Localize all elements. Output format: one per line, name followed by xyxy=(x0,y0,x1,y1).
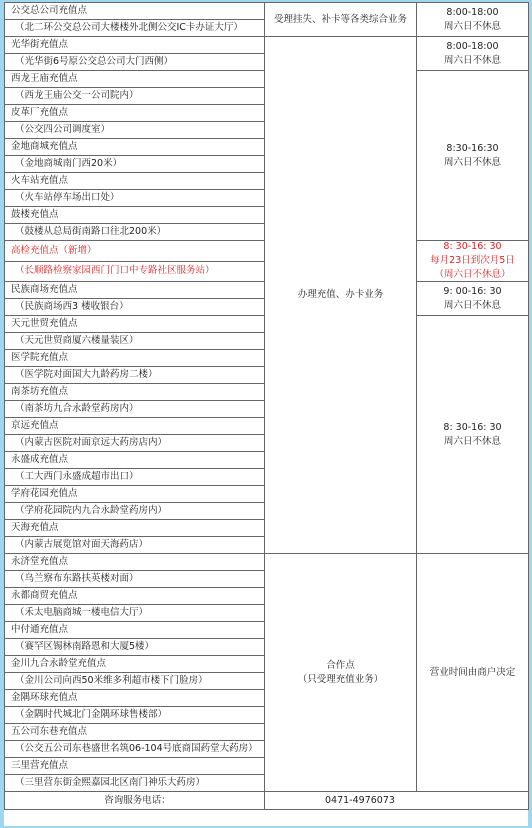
point-address: （天元世贸商厦六楼量装区） xyxy=(5,333,265,350)
point-address: （工大西门永盛成超市出口） xyxy=(5,469,265,486)
point-name: 天海充值点 xyxy=(5,520,265,537)
recharge-points-table xyxy=(4,2,529,810)
hours-cell-line: 8:00-18:00 xyxy=(446,40,499,52)
point-name: 永盛成充值点 xyxy=(5,452,265,469)
hours-cell-line: 每月23日到次月5日 xyxy=(430,255,515,266)
point-address: （赛罕区锡林南路恩和大厦5楼） xyxy=(5,639,265,656)
point-name: 天元世贸充值点 xyxy=(5,316,265,333)
hours-cell xyxy=(417,71,529,241)
point-address: （光华街6号原公交总公司大门西侧） xyxy=(5,54,265,71)
point-address: （北二环公交总公司大楼楼外北侧公交IC卡办证大厅） xyxy=(5,20,265,37)
point-address: （民族商场西3 楼收银台） xyxy=(5,299,265,316)
point-name: 光华街充值点 xyxy=(5,37,265,54)
point-address: （西龙王庙公交一公司院内） xyxy=(5,88,265,105)
hours-cell-line: 周六日不休息 xyxy=(443,156,501,168)
hours-cell-line: （周六日不休息） xyxy=(434,269,511,280)
point-name: 永都商贸充值点 xyxy=(5,588,265,605)
point-name: 金川九合永龄堂充值点 xyxy=(5,656,265,673)
point-name: 医学院充值点 xyxy=(5,350,265,367)
hours-cell-line: 8: 30-16: 30 xyxy=(443,241,502,252)
point-name: 学府花园充值点 xyxy=(5,486,265,503)
service-cell xyxy=(265,3,417,37)
service-cell xyxy=(265,37,417,554)
point-address: （长顺路检察家园西门门口中专路社区服务站） xyxy=(5,261,265,282)
point-name: 火车站充值点 xyxy=(5,173,265,190)
point-name: 西龙王庙充值点 xyxy=(5,71,265,88)
hours-cell-line: 周六日不休息 xyxy=(443,54,501,66)
footer-row xyxy=(5,792,529,810)
hours-cell-line: 营业时间由商户决定 xyxy=(429,666,516,678)
table-row xyxy=(5,37,529,54)
point-name: 南茶坊充值点 xyxy=(5,384,265,401)
table-row xyxy=(5,3,529,20)
hours-cell xyxy=(417,554,529,792)
table-row xyxy=(5,554,529,571)
hours-cell xyxy=(417,37,529,71)
point-address: （内蒙古医院对面京远大药房店内） xyxy=(5,435,265,452)
point-name: 三里营充值点 xyxy=(5,758,265,775)
footer-label: 咨询服务电话： xyxy=(5,792,265,810)
point-name: 公交总公司充值点 xyxy=(5,3,265,20)
point-address: （金地商城南门西20米） xyxy=(5,156,265,173)
hours-cell-line: 8: 30-16: 30 xyxy=(443,421,502,433)
footer-phone: 0471-4976073 xyxy=(265,792,529,810)
point-name: 民族商场充值点 xyxy=(5,282,265,299)
hours-cell-line: 周六日不休息 xyxy=(443,299,501,311)
point-address: （医学院对面国大九龄药房二楼） xyxy=(5,367,265,384)
point-name: 永济堂充值点 xyxy=(5,554,265,571)
point-address: （三里营东街金熙嘉园北区南门神乐大药房） xyxy=(5,775,265,792)
hours-cell xyxy=(417,241,529,282)
point-name: 金地商城充值点 xyxy=(5,139,265,156)
point-address: （火车站停车场出口处） xyxy=(5,190,265,207)
point-name: 中付通充值点 xyxy=(5,622,265,639)
point-address: （公交五公司东巷盛世名筑06-104号底商国药堂大药房） xyxy=(5,741,265,758)
point-address: （南茶坊九合永龄堂药房内） xyxy=(5,401,265,418)
hours-cell-line: 周六日不休息 xyxy=(443,20,501,32)
point-address: （金川公司向西50米维多利超市楼下门脸房） xyxy=(5,673,265,690)
point-address: （禾太电脑商城一楼电信大厅） xyxy=(5,605,265,622)
point-address: （乌兰察布东路扶英楼对面） xyxy=(5,571,265,588)
point-name: 五公司东巷充值点 xyxy=(5,724,265,741)
service-cell-line: 合作点 xyxy=(326,659,355,671)
hours-cell xyxy=(417,3,529,37)
service-cell-line: 办理充值、办卡业务 xyxy=(297,289,384,300)
hours-cell-line: 8:00-18:00 xyxy=(446,6,499,18)
service-cell xyxy=(265,554,417,792)
hours-cell xyxy=(417,316,529,554)
hours-cell-line: 周六日不休息 xyxy=(443,435,501,447)
hours-cell xyxy=(417,282,529,316)
point-address: （学府花园院内九合永龄堂药房内） xyxy=(5,503,265,520)
hours-cell-line: 9: 00-16: 30 xyxy=(443,285,502,297)
table-body xyxy=(5,3,529,810)
service-cell-line: （只受理充值业务） xyxy=(297,673,384,685)
point-address: （金隅时代城北门金隅环球售楼部） xyxy=(5,707,265,724)
point-name: 京远充值点 xyxy=(5,418,265,435)
point-name: 金隅环球充值点 xyxy=(5,690,265,707)
point-name: 高检充值点（新增） xyxy=(5,241,265,262)
service-cell-line: 受理挂失、补卡等各类综合业务 xyxy=(273,13,407,25)
recharge-points-sheet xyxy=(4,2,528,826)
point-name: 皮革厂充值点 xyxy=(5,105,265,122)
point-name: 鼓楼充值点 xyxy=(5,207,265,224)
point-address: （公交四公司调度室） xyxy=(5,122,265,139)
point-address: （内蒙古展览馆对面天海药店） xyxy=(5,537,265,554)
hours-cell-line: 8:30-16:30 xyxy=(446,142,499,154)
point-address: （鼓楼从总局街南路口往北200米） xyxy=(5,224,265,241)
